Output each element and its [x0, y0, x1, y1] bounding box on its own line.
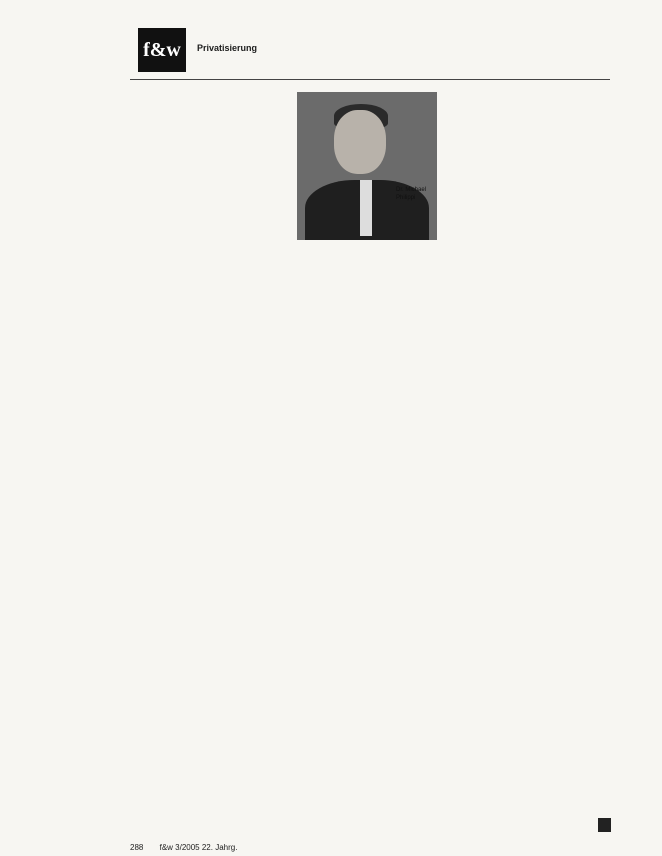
photo-caption	[396, 186, 426, 202]
journal-logo: f&w	[138, 28, 186, 72]
portrait-photo	[297, 92, 437, 240]
page-footer	[130, 843, 237, 852]
photo-caption-line-1: Dr. Michael	[396, 187, 427, 193]
end-of-article-mark	[598, 818, 611, 832]
portrait-tie	[360, 180, 372, 236]
section-title: Privatisierung	[197, 43, 258, 53]
portrait-head	[334, 110, 386, 174]
text-column-3	[468, 88, 618, 833]
text-column-2	[297, 254, 447, 834]
journal-issue: f&w 3/2005 22. Jahrg.	[159, 843, 238, 852]
page-number: 288	[130, 843, 144, 852]
text-column-1	[130, 88, 280, 833]
header-rule	[130, 79, 610, 80]
photo-caption-line-2: Philippi	[396, 195, 416, 201]
